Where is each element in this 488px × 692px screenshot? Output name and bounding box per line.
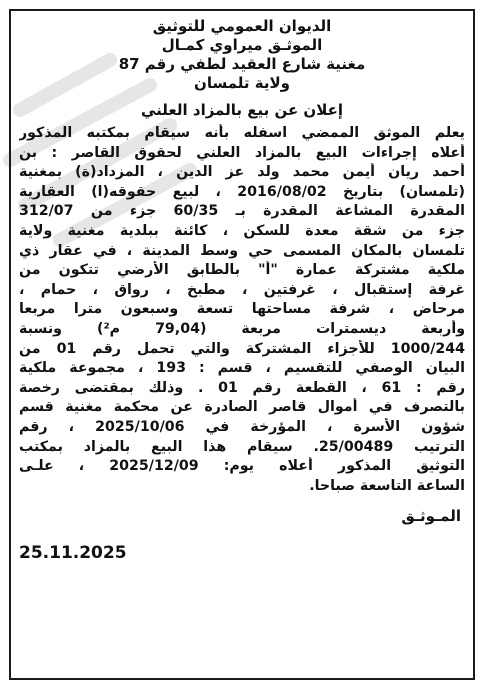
- body-line: غرفة إستقبال ، غرفتين ، مطبخ ، رواق ، حمام ،: [19, 281, 465, 298]
- notice-title: إعلان عن بيع بالمزاد العلني: [140, 101, 343, 119]
- body-line: جزء من شقة معدة للسكن ، كائنة ببلدية مغنية ولاية: [19, 222, 465, 239]
- notice-body: [19, 124, 465, 496]
- body-line: البيان الوصفي للتقسيم ، قسم : 193 ، مجموعة ملكية: [19, 360, 465, 377]
- body-line: (تلمسان) بتاريخ 2016/08/02 ، لبيع حقوقه(ا) العقارية: [19, 183, 465, 200]
- body-line: بالتصرف في أموال قاصر الصادرة عن محكمة مغنية قسم: [19, 399, 465, 416]
- office-name: الديوان العمومي للتوثيق: [152, 17, 332, 35]
- body-line: مرحاض ، شرفة مساحتها تسعة وسبعون مترا مربعا: [19, 301, 465, 318]
- body-line: أحمد ريان أيمن محمد ولد عز الدين ، المزداد(ة) بمغنية: [19, 164, 465, 181]
- body-line: ملكية مشتركة عمارة "أ" بالطابق الأرضي تتكون من: [19, 262, 465, 279]
- signature-block: [19, 506, 465, 564]
- body-line: أعلاه إجراءات البيع بالمزاد العلني لحقوق القاصر : بن: [19, 144, 465, 161]
- notary-name: الموثـق ميراوي كمـال: [161, 36, 323, 54]
- body-line: تلمسان بالمكان المسمى حي وسط المدينة ، في عقار ذي: [19, 242, 465, 259]
- body-line: الساعة التاسعة صباحا.: [309, 477, 465, 494]
- signature-title: المـوثـق: [401, 507, 461, 526]
- body-line: الترتيب 25/00489. سيقام هذا البيع بالمزاد بمكتب: [19, 438, 465, 455]
- body-line: المقدرة المشاعة المقدرة بـ 60/35 جزء من 312/07: [19, 203, 465, 220]
- body-line: يعلم الموثق الممضي اسفله بأنه سيقام بمكتبه المذكور: [19, 125, 465, 141]
- body-line: 1000/244 للأجزاء المشتركة والتي تحمل رقم 01 من: [19, 340, 465, 357]
- body-line: وأربعة ديسمترات مربعة (79,04 م²) ونسبة: [19, 320, 465, 337]
- signature-date: 25.11.2025: [19, 543, 127, 564]
- office-address: مغنية شارع العقيد لطفي رقم 87: [118, 55, 366, 73]
- wilaya-name: ولاية تلمسان: [194, 74, 290, 92]
- notice-frame: [9, 9, 475, 680]
- body-line: شؤون الأسرة ، المؤرخة في 2025/10/06 ، رقم: [19, 418, 465, 435]
- body-line: التوثيق المذكور أعلاه يوم: 2025/12/09 ، علـى: [19, 458, 465, 475]
- notice-header: [19, 17, 465, 120]
- body-line: رقم : 61 ، القطعة رقم 01 . وذلك بمقتضى رخصة: [19, 379, 465, 396]
